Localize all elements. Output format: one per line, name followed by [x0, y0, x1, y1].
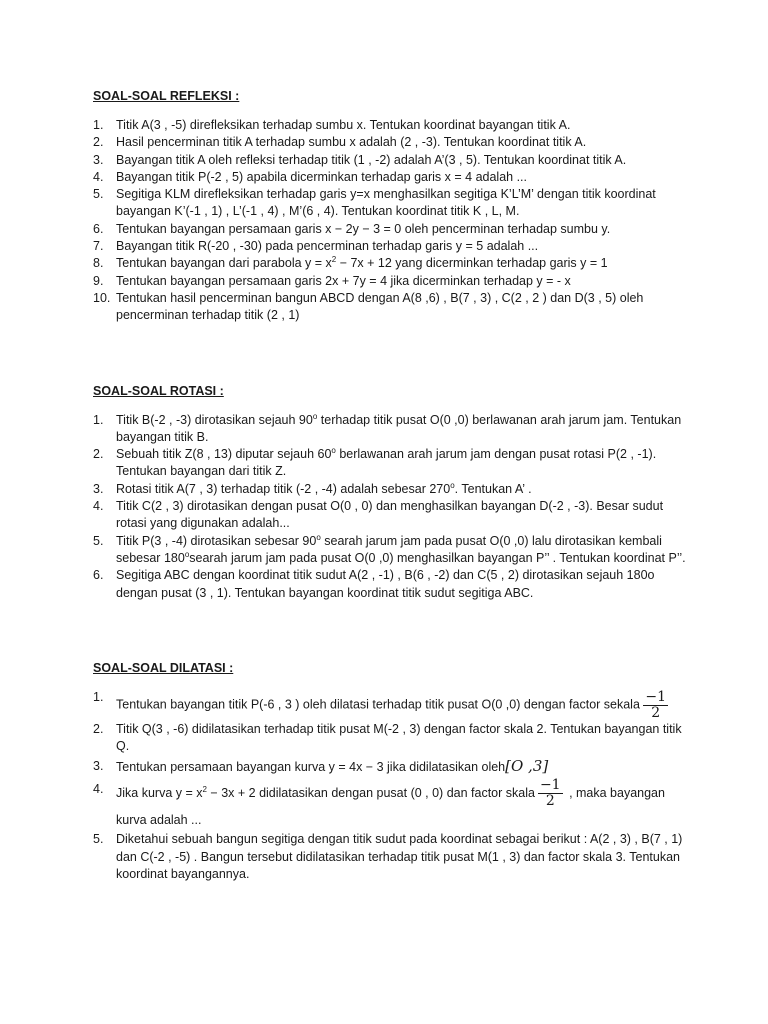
question-text: Bayangan titik P(-2 , 5) apabila dicerminkan terhadap garis x = 4 adalah ... — [116, 169, 527, 184]
list-item: 10. Tentukan hasil pencerminan bangun ABCD dengan A(8 ,6) , B(7 , 3) , C(2 , 2 ) dan D(3 , 5) oleh pencerminan terhadap titik (2 , 1) — [93, 290, 644, 323]
list-item: 4. Bayangan titik P(-2 , 5) apabila dicerminkan terhadap garis x = 4 adalah ... — [93, 169, 527, 184]
question-text: Sebuah titik Z(8 , 13) diputar sejauh 60$^o$ berlawanan arah jarum jam dengan pusat rotasi P(2 , -1). Tentukan bayangan dari titik Z. — [116, 446, 657, 479]
fraction: $\frac{-1}{2}$ — [645, 688, 667, 721]
question-text: Titik Q(3 , -6) didilatasikan terhadap titik pusat M(-2 , 3) dengan factor skala 2. Tentukan bayangan titik Q. — [116, 721, 682, 754]
list-item: 6. Tentukan bayangan persamaan garis x − 2y − 3 = 0 oleh pencerminan terhadap sumbu y. — [93, 221, 611, 236]
list-item: 8. Tentukan bayangan dari parabola $y = x^2 - 7x + 12$ yang dicerminkan terhadap garis y = 1 — [93, 255, 608, 271]
question-text: Tentukan persamaan bayangan kurva y = 4x − 3 jika didilatasikan oleh — [116, 760, 506, 775]
question-text: Titik P(3 , -4) dirotasikan sebesar 90$^o$ searah jarum jam pada pusat O(0 ,0) lalu dirotasikan kembali sebesar 180$^o$searah jarum jam pada pusat O(0 ,0) menghasilkan bayangan P’’ . Tentukan koordinat P’’. — [116, 532, 686, 565]
list-item: 6. Segitiga ABC dengan koordinat titik sudut A(2 , -1) , B(6 , -2) dan C(5 , 2) dirotasikan sejauh 180o dengan pusat (3 , 1). Tentukan bayangan koordinat titik sudut segitiga ABC. — [93, 568, 655, 600]
list-item: 2. Hasil pencerminan titik A terhadap sumbu x adalah (2 , -3). Tentukan koordinat titik A. — [93, 135, 587, 150]
question-text: Titik B(-2 , -3) dirotasikan sejauh 90$^o$ terhadap titik pusat O(0 ,0) berlawanan arah jarum jam. Tentukan bayangan titik B. — [116, 411, 682, 444]
question-list-dilatasi — [93, 689, 693, 883]
list-item: 5. Titik P(3 , -4) dirotasikan sebesar 90$^o$ searah jarum jam pada pusat O(0 ,0) lalu dirotasikan kembali sebesar 180$^o$searah jarum jam pada pusat O(0 ,0) menghasilkan bayangan P’’ . Tentukan koordinat P’’. — [93, 532, 686, 565]
list-item: 9. Tentukan bayangan persamaan garis 2x + 7y = 4 jika dicerminkan terhadap y = - x — [93, 273, 571, 288]
document-page — [93, 88, 693, 883]
question-text: Tentukan hasil pencerminan bangun ABCD dengan A(8 ,6) , B(7 , 3) , C(2 , 2 ) dan D(3 , 5) oleh pencerminan terhadap titik (2 , 1) — [116, 290, 644, 323]
question-text: Segitiga KLM direfleksikan terhadap garis y=x menghasilkan segitiga K’L’M’ dengan titik koordinat bayangan K’(-1 , 1) , L’(-1 , 4) , M’(6 , 4). Tentukan koordinat titik K , L, M. — [116, 187, 656, 219]
section-title-rotasi: SOAL-SOAL ROTASI : — [93, 383, 224, 398]
section-refleksi — [93, 88, 693, 325]
list-item: 2. Sebuah titik Z(8 , 13) diputar sejauh 60$^o$ berlawanan arah jarum jam dengan pusat rotasi P(2 , -1). Tentukan bayangan dari titik Z. — [93, 446, 657, 479]
question-text: Rotasi titik A(7 , 3) terhadap titik (-2 , -4) adalah sebesar 270$^o$. Tentukan A’ . — [116, 480, 532, 496]
list-item: 2. Titik Q(3 , -6) didilatasikan terhadap titik pusat M(-2 , 3) dengan factor skala 2. Tentukan bayangan titik Q. — [93, 721, 682, 754]
section-dilatasi — [93, 660, 693, 883]
dilation-notation: [O ,3] — [505, 757, 549, 776]
fraction: $\frac{-1}{2}$ — [539, 777, 561, 810]
question-text: Titik A(3 , -5) direfleksikan terhadap sumbu x. Tentukan koordinat bayangan titik A. — [116, 118, 571, 132]
list-item: 5. Segitiga KLM direfleksikan terhadap garis y=x menghasilkan segitiga K’L’M’ dengan titik koordinat bayangan K’(-1 , 1) , L’(-1 , 4) , M’(6 , 4). Tentukan koordinat titik K , L, M. — [93, 187, 656, 219]
question-text: Bayangan titik A oleh refleksi terhadap titik (1 , -2) adalah A’(3 , 5). Tentukan koordinat titik A. — [116, 152, 627, 167]
section-title-dilatasi: SOAL-SOAL DILATASI : — [93, 660, 234, 675]
list-item: 5. Diketahui sebuah bangun segitiga dengan titik sudut pada koordinat sebagai berikut : A(2 , 3) , B(7 , 1) dan C(-2 , -5) . Bangun tersebut didilatasikan terhadap titik pusat M(1 , 3) dan factor skala 3. Tentukan koordinat bayangannya. — [93, 832, 683, 882]
question-text: Tentukan bayangan persamaan garis x − 2y − 3 = 0 oleh pencerminan terhadap sumbu y. — [116, 221, 611, 236]
question-text: Jika kurva $y = x^2 - 3x + 2$ didilatasikan dengan pusat (0 , 0) dan factor skala $\frac{-1}{2}$ , maka bayangan kurva adalah ... — [116, 777, 665, 828]
list-item: 7. Bayangan titik R(-20 , -30) pada pencerminan terhadap garis y = 5 adalah ... — [93, 239, 539, 254]
question-text: Titik C(2 , 3) dirotasikan dengan pusat O(0 , 0) dan menghasilkan bayangan D(-2 , -3). Besar sudut rotasi yang digunakan adalah... — [116, 499, 664, 531]
section-rotasi — [93, 383, 693, 602]
section-title-refleksi: SOAL-SOAL REFLEKSI : — [93, 89, 240, 103]
list-item: 1. Titik B(-2 , -3) dirotasikan sejauh 90$^o$ terhadap titik pusat O(0 ,0) berlawanan arah jarum jam. Tentukan bayangan titik B. — [93, 411, 682, 444]
question-text: Tentukan bayangan persamaan garis 2x + 7y = 4 jika dicerminkan terhadap y = - x — [116, 273, 571, 288]
list-item: 4. Titik C(2 , 3) dirotasikan dengan pusat O(0 , 0) dan menghasilkan bayangan D(-2 , -3). Besar sudut rotasi yang digunakan adalah... — [93, 499, 664, 531]
question-text: Bayangan titik R(-20 , -30) pada pencerminan terhadap garis y = 5 adalah ... — [116, 239, 539, 254]
question-text: Hasil pencerminan titik A terhadap sumbu x adalah (2 , -3). Tentukan koordinat titik A. — [116, 135, 587, 150]
question-list-rotasi — [93, 412, 693, 602]
question-list-refleksi — [93, 117, 693, 325]
question-text: Diketahui sebuah bangun segitiga dengan titik sudut pada koordinat sebagai berikut : A(2 , 3) , B(7 , 1) dan C(-2 , -5) . Bangun tersebut didilatasikan terhadap titik pusat M(1 , 3) dan factor skala 3. Tentukan koordinat bayangannya. — [116, 832, 683, 882]
list-item: 4. Jika kurva $y = x^2 - 3x + 2$ didilatasikan dengan pusat (0 , 0) dan factor skala $\frac{-1}{2}$ , maka bayangan kurva adalah ... — [93, 777, 665, 828]
list-item: 3. Bayangan titik A oleh refleksi terhadap titik (1 , -2) adalah A’(3 , 5). Tentukan koordinat titik A. — [93, 152, 627, 167]
list-item: 1. Tentukan bayangan titik P(-6 , 3 ) oleh dilatasi terhadap titik pusat O(0 ,0) dengan factor sekala $\frac{-1}{2}$ — [93, 688, 667, 721]
list-item: 1. Titik A(3 , -5) direfleksikan terhadap sumbu x. Tentukan koordinat bayangan titik A. — [93, 118, 571, 132]
question-text: Tentukan bayangan dari parabola $y = x^2 - 7x + 12$ yang dicerminkan terhadap garis y = 1 — [116, 255, 608, 271]
question-text: Segitiga ABC dengan koordinat titik sudut A(2 , -1) , B(6 , -2) dan C(5 , 2) dirotasikan sejauh 180o dengan pusat (3 , 1). Tentukan bayangan koordinat titik sudut segitiga ABC. — [116, 568, 655, 600]
list-item: 3. Tentukan persamaan bayangan kurva y = 4x − 3 jika didilatasikan oleh[O ,3] — [93, 757, 549, 776]
list-item: 3. Rotasi titik A(7 , 3) terhadap titik (-2 , -4) adalah sebesar 270$^o$. Tentukan A’ . — [93, 480, 532, 496]
question-text: Tentukan bayangan titik P(-6 , 3 ) oleh dilatasi terhadap titik pusat O(0 ,0) dengan factor sekala — [116, 697, 640, 712]
